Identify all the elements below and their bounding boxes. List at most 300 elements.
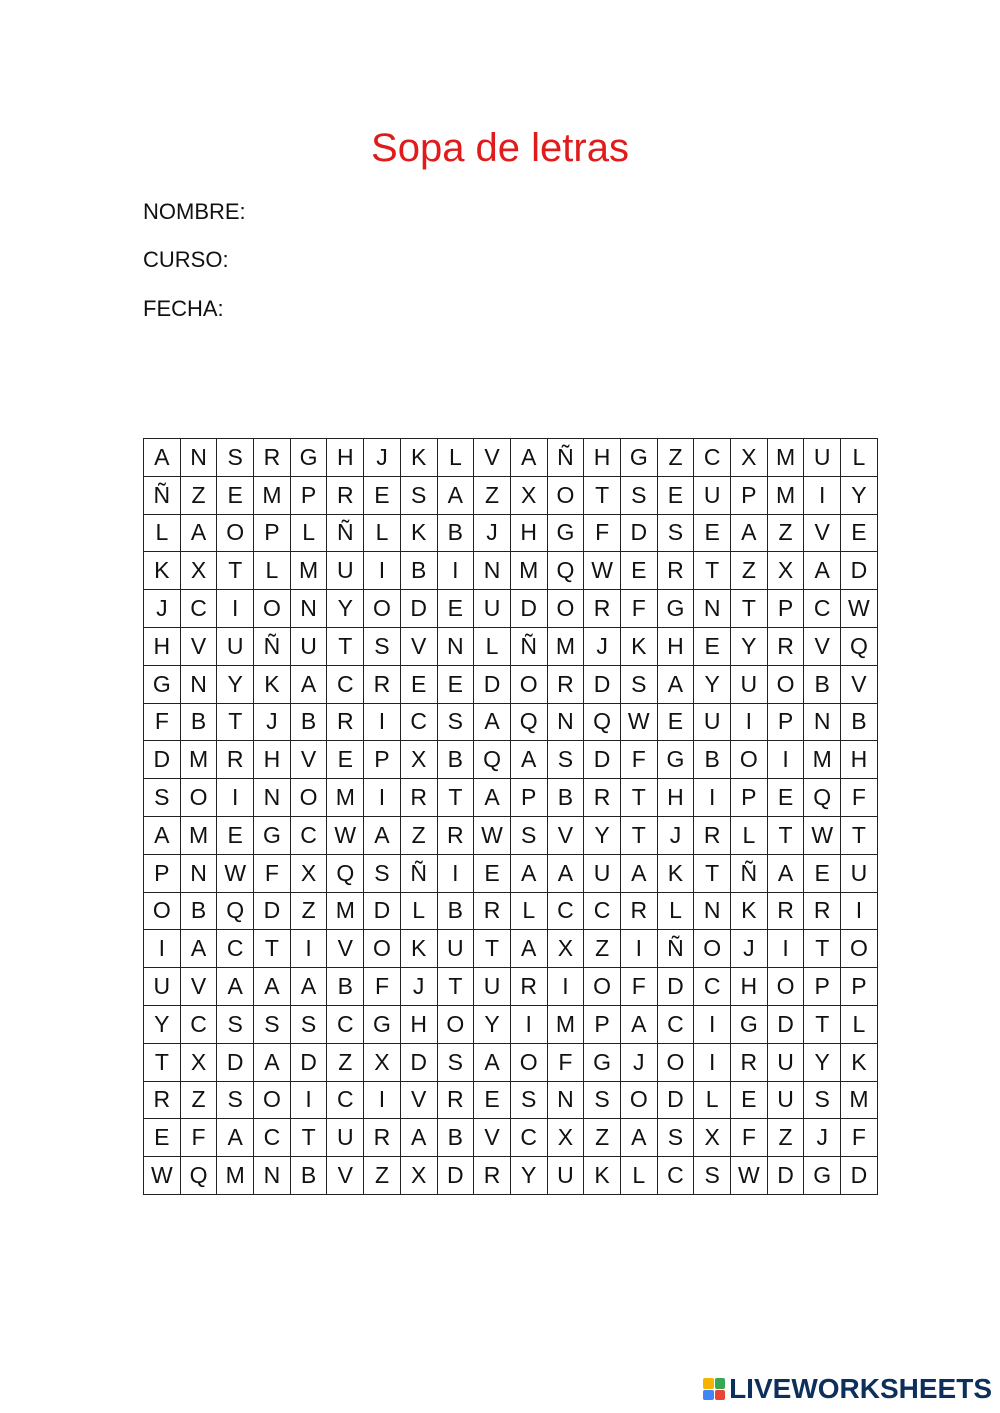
grid-cell[interactable]: T xyxy=(620,816,657,854)
grid-cell[interactable]: Ñ xyxy=(254,627,291,665)
grid-cell[interactable]: M xyxy=(180,741,217,779)
grid-cell[interactable]: B xyxy=(290,703,327,741)
grid-cell[interactable]: C xyxy=(180,1005,217,1043)
grid-cell[interactable]: X xyxy=(290,854,327,892)
grid-cell[interactable]: E xyxy=(144,1119,181,1157)
grid-cell[interactable]: E xyxy=(217,816,254,854)
grid-cell[interactable]: I xyxy=(364,703,401,741)
grid-cell[interactable]: K xyxy=(620,627,657,665)
grid-cell[interactable]: G xyxy=(547,514,584,552)
grid-cell[interactable]: C xyxy=(400,703,437,741)
grid-cell[interactable]: W xyxy=(217,854,254,892)
grid-cell[interactable]: C xyxy=(657,1157,694,1195)
grid-cell[interactable]: S xyxy=(217,1005,254,1043)
grid-cell[interactable]: U xyxy=(694,476,731,514)
grid-cell[interactable]: Z xyxy=(180,476,217,514)
grid-cell[interactable]: V xyxy=(474,439,511,477)
grid-cell[interactable]: V xyxy=(400,627,437,665)
grid-cell[interactable]: N xyxy=(254,1157,291,1195)
grid-cell[interactable]: O xyxy=(510,1043,547,1081)
grid-cell[interactable]: E xyxy=(657,476,694,514)
grid-cell[interactable]: I xyxy=(694,779,731,817)
grid-cell[interactable]: Z xyxy=(584,930,621,968)
grid-cell[interactable]: S xyxy=(437,1043,474,1081)
grid-cell[interactable]: U xyxy=(804,439,841,477)
grid-cell[interactable]: P xyxy=(731,476,768,514)
grid-cell[interactable]: F xyxy=(254,854,291,892)
grid-cell[interactable]: R xyxy=(437,1081,474,1119)
grid-cell[interactable]: X xyxy=(547,930,584,968)
grid-cell[interactable]: I xyxy=(731,703,768,741)
grid-cell[interactable]: I xyxy=(217,779,254,817)
grid-cell[interactable]: V xyxy=(804,627,841,665)
grid-cell[interactable]: T xyxy=(217,703,254,741)
grid-cell[interactable]: K xyxy=(584,1157,621,1195)
grid-cell[interactable]: D xyxy=(254,892,291,930)
grid-cell[interactable]: H xyxy=(254,741,291,779)
grid-cell[interactable]: U xyxy=(584,854,621,892)
grid-cell[interactable]: X xyxy=(180,1043,217,1081)
grid-cell[interactable]: V xyxy=(400,1081,437,1119)
grid-cell[interactable]: G xyxy=(144,665,181,703)
grid-cell[interactable]: N xyxy=(180,854,217,892)
grid-cell[interactable]: C xyxy=(327,665,364,703)
grid-cell[interactable]: U xyxy=(217,627,254,665)
grid-cell[interactable]: Z xyxy=(364,1157,401,1195)
grid-cell[interactable]: S xyxy=(657,514,694,552)
grid-cell[interactable]: U xyxy=(767,1081,804,1119)
grid-cell[interactable]: Q xyxy=(327,854,364,892)
grid-cell[interactable]: Ñ xyxy=(144,476,181,514)
grid-cell[interactable]: B xyxy=(400,552,437,590)
grid-cell[interactable]: D xyxy=(584,741,621,779)
grid-cell[interactable]: B xyxy=(180,892,217,930)
grid-cell[interactable]: E xyxy=(327,741,364,779)
grid-cell[interactable]: Y xyxy=(804,1043,841,1081)
grid-cell[interactable]: T xyxy=(327,627,364,665)
grid-cell[interactable]: U xyxy=(327,1119,364,1157)
grid-cell[interactable]: L xyxy=(437,439,474,477)
grid-cell[interactable]: K xyxy=(841,1043,878,1081)
grid-cell[interactable]: O xyxy=(767,968,804,1006)
grid-cell[interactable]: L xyxy=(474,627,511,665)
grid-cell[interactable]: A xyxy=(180,514,217,552)
grid-cell[interactable]: H xyxy=(657,779,694,817)
grid-cell[interactable]: N xyxy=(547,1081,584,1119)
grid-cell[interactable]: A xyxy=(254,1043,291,1081)
grid-cell[interactable]: O xyxy=(694,930,731,968)
grid-cell[interactable]: W xyxy=(327,816,364,854)
grid-cell[interactable]: T xyxy=(584,476,621,514)
grid-cell[interactable]: S xyxy=(694,1157,731,1195)
grid-cell[interactable]: I xyxy=(290,1081,327,1119)
grid-cell[interactable]: U xyxy=(290,627,327,665)
grid-cell[interactable]: V xyxy=(474,1119,511,1157)
grid-cell[interactable]: H xyxy=(510,514,547,552)
grid-cell[interactable]: V xyxy=(290,741,327,779)
grid-cell[interactable]: P xyxy=(510,779,547,817)
grid-cell[interactable]: E xyxy=(804,854,841,892)
grid-cell[interactable]: A xyxy=(510,854,547,892)
grid-cell[interactable]: N xyxy=(254,779,291,817)
grid-cell[interactable]: E xyxy=(841,514,878,552)
grid-cell[interactable]: R xyxy=(474,1157,511,1195)
grid-cell[interactable]: S xyxy=(144,779,181,817)
grid-cell[interactable]: T xyxy=(841,816,878,854)
grid-cell[interactable]: J xyxy=(144,590,181,628)
grid-cell[interactable]: S xyxy=(254,1005,291,1043)
grid-cell[interactable]: O xyxy=(364,590,401,628)
grid-cell[interactable]: X xyxy=(400,741,437,779)
grid-cell[interactable]: H xyxy=(841,741,878,779)
grid-cell[interactable]: W xyxy=(620,703,657,741)
grid-cell[interactable]: T xyxy=(474,930,511,968)
grid-cell[interactable]: Q xyxy=(841,627,878,665)
grid-cell[interactable]: I xyxy=(767,930,804,968)
grid-cell[interactable]: I xyxy=(804,476,841,514)
grid-cell[interactable]: U xyxy=(144,968,181,1006)
grid-cell[interactable]: U xyxy=(437,930,474,968)
grid-cell[interactable]: A xyxy=(290,968,327,1006)
grid-cell[interactable]: A xyxy=(437,476,474,514)
grid-cell[interactable]: C xyxy=(180,590,217,628)
grid-cell[interactable]: R xyxy=(327,703,364,741)
grid-cell[interactable]: M xyxy=(510,552,547,590)
grid-cell[interactable]: O xyxy=(767,665,804,703)
grid-cell[interactable]: F xyxy=(364,968,401,1006)
grid-cell[interactable]: P xyxy=(254,514,291,552)
grid-cell[interactable]: H xyxy=(657,627,694,665)
grid-cell[interactable]: G xyxy=(657,590,694,628)
grid-cell[interactable]: B xyxy=(437,1119,474,1157)
grid-cell[interactable]: O xyxy=(547,476,584,514)
grid-cell[interactable]: N xyxy=(694,590,731,628)
grid-cell[interactable]: N xyxy=(180,665,217,703)
grid-cell[interactable]: P xyxy=(731,779,768,817)
grid-cell[interactable]: B xyxy=(841,703,878,741)
grid-cell[interactable]: P xyxy=(767,590,804,628)
grid-cell[interactable]: S xyxy=(547,741,584,779)
grid-cell[interactable]: Ñ xyxy=(400,854,437,892)
grid-cell[interactable]: I xyxy=(694,1043,731,1081)
grid-cell[interactable]: M xyxy=(327,779,364,817)
grid-cell[interactable]: R xyxy=(144,1081,181,1119)
grid-cell[interactable]: P xyxy=(290,476,327,514)
grid-cell[interactable]: A xyxy=(254,968,291,1006)
grid-cell[interactable]: T xyxy=(804,1005,841,1043)
grid-cell[interactable]: J xyxy=(400,968,437,1006)
grid-cell[interactable]: N xyxy=(437,627,474,665)
grid-cell[interactable]: L xyxy=(841,1005,878,1043)
grid-cell[interactable]: L xyxy=(841,439,878,477)
grid-cell[interactable]: U xyxy=(547,1157,584,1195)
grid-cell[interactable]: A xyxy=(804,552,841,590)
grid-cell[interactable]: Z xyxy=(180,1081,217,1119)
grid-cell[interactable]: X xyxy=(767,552,804,590)
grid-cell[interactable]: X xyxy=(364,1043,401,1081)
grid-cell[interactable]: W xyxy=(731,1157,768,1195)
grid-cell[interactable]: R xyxy=(364,665,401,703)
grid-cell[interactable]: J xyxy=(620,1043,657,1081)
grid-cell[interactable]: I xyxy=(364,1081,401,1119)
grid-cell[interactable]: P xyxy=(144,854,181,892)
grid-cell[interactable]: E xyxy=(400,665,437,703)
grid-cell[interactable]: C xyxy=(804,590,841,628)
grid-cell[interactable]: T xyxy=(767,816,804,854)
grid-cell[interactable]: R xyxy=(767,627,804,665)
grid-cell[interactable]: F xyxy=(584,514,621,552)
grid-cell[interactable]: B xyxy=(180,703,217,741)
grid-cell[interactable]: M xyxy=(290,552,327,590)
grid-cell[interactable]: A xyxy=(620,854,657,892)
grid-cell[interactable]: T xyxy=(694,552,731,590)
grid-cell[interactable]: D xyxy=(510,590,547,628)
grid-cell[interactable]: I xyxy=(767,741,804,779)
grid-cell[interactable]: Ñ xyxy=(510,627,547,665)
grid-cell[interactable]: N xyxy=(180,439,217,477)
grid-cell[interactable]: T xyxy=(437,968,474,1006)
grid-cell[interactable]: I xyxy=(437,552,474,590)
grid-cell[interactable]: J xyxy=(474,514,511,552)
grid-cell[interactable]: D xyxy=(841,552,878,590)
grid-cell[interactable]: R xyxy=(584,590,621,628)
grid-cell[interactable]: R xyxy=(547,665,584,703)
grid-cell[interactable]: U xyxy=(694,703,731,741)
grid-cell[interactable]: B xyxy=(290,1157,327,1195)
grid-cell[interactable]: G xyxy=(804,1157,841,1195)
grid-cell[interactable]: L xyxy=(510,892,547,930)
grid-cell[interactable]: O xyxy=(510,665,547,703)
grid-cell[interactable]: K xyxy=(400,930,437,968)
grid-cell[interactable]: Y xyxy=(327,590,364,628)
grid-cell[interactable]: S xyxy=(437,703,474,741)
grid-cell[interactable]: D xyxy=(474,665,511,703)
grid-cell[interactable]: Z xyxy=(400,816,437,854)
grid-cell[interactable]: B xyxy=(327,968,364,1006)
grid-cell[interactable]: R xyxy=(437,816,474,854)
grid-cell[interactable]: S xyxy=(400,476,437,514)
grid-cell[interactable]: O xyxy=(144,892,181,930)
grid-cell[interactable]: J xyxy=(657,816,694,854)
grid-cell[interactable]: S xyxy=(620,665,657,703)
grid-cell[interactable]: Z xyxy=(767,1119,804,1157)
grid-cell[interactable]: L xyxy=(364,514,401,552)
grid-cell[interactable]: F xyxy=(180,1119,217,1157)
grid-cell[interactable]: Q xyxy=(510,703,547,741)
grid-cell[interactable]: E xyxy=(364,476,401,514)
grid-cell[interactable]: R xyxy=(254,439,291,477)
grid-cell[interactable]: W xyxy=(474,816,511,854)
grid-cell[interactable]: D xyxy=(657,968,694,1006)
grid-cell[interactable]: Q xyxy=(180,1157,217,1195)
grid-cell[interactable]: O xyxy=(547,590,584,628)
grid-cell[interactable]: P xyxy=(804,968,841,1006)
grid-cell[interactable]: O xyxy=(620,1081,657,1119)
grid-cell[interactable]: I xyxy=(364,779,401,817)
grid-cell[interactable]: T xyxy=(254,930,291,968)
grid-cell[interactable]: V xyxy=(180,627,217,665)
grid-cell[interactable]: A xyxy=(144,816,181,854)
grid-cell[interactable]: M xyxy=(254,476,291,514)
grid-cell[interactable]: O xyxy=(364,930,401,968)
grid-cell[interactable]: D xyxy=(437,1157,474,1195)
grid-cell[interactable]: V xyxy=(327,930,364,968)
grid-cell[interactable]: E xyxy=(731,1081,768,1119)
grid-cell[interactable]: A xyxy=(217,1119,254,1157)
grid-cell[interactable]: F xyxy=(841,779,878,817)
grid-cell[interactable]: S xyxy=(290,1005,327,1043)
grid-cell[interactable]: Z xyxy=(657,439,694,477)
grid-cell[interactable]: W xyxy=(144,1157,181,1195)
grid-cell[interactable]: S xyxy=(364,627,401,665)
grid-cell[interactable]: W xyxy=(584,552,621,590)
grid-cell[interactable]: U xyxy=(731,665,768,703)
grid-cell[interactable]: R xyxy=(364,1119,401,1157)
grid-cell[interactable]: S xyxy=(657,1119,694,1157)
grid-cell[interactable]: V xyxy=(327,1157,364,1195)
grid-cell[interactable]: B xyxy=(694,741,731,779)
grid-cell[interactable]: S xyxy=(364,854,401,892)
grid-cell[interactable]: D xyxy=(841,1157,878,1195)
grid-cell[interactable]: E xyxy=(694,627,731,665)
grid-cell[interactable]: I xyxy=(217,590,254,628)
grid-cell[interactable]: S xyxy=(510,1081,547,1119)
grid-cell[interactable]: L xyxy=(254,552,291,590)
grid-cell[interactable]: H xyxy=(400,1005,437,1043)
grid-cell[interactable]: B xyxy=(804,665,841,703)
grid-cell[interactable]: R xyxy=(400,779,437,817)
grid-cell[interactable]: Z xyxy=(474,476,511,514)
grid-cell[interactable]: A xyxy=(474,703,511,741)
grid-cell[interactable]: G xyxy=(620,439,657,477)
grid-cell[interactable]: O xyxy=(290,779,327,817)
grid-cell[interactable]: C xyxy=(290,816,327,854)
grid-cell[interactable]: O xyxy=(254,590,291,628)
grid-cell[interactable]: F xyxy=(620,741,657,779)
grid-cell[interactable]: E xyxy=(217,476,254,514)
grid-cell[interactable]: Y xyxy=(584,816,621,854)
grid-cell[interactable]: Z xyxy=(731,552,768,590)
grid-cell[interactable]: X xyxy=(400,1157,437,1195)
grid-cell[interactable]: Y xyxy=(731,627,768,665)
grid-cell[interactable]: Q xyxy=(584,703,621,741)
grid-cell[interactable]: E xyxy=(620,552,657,590)
grid-cell[interactable]: S xyxy=(804,1081,841,1119)
grid-cell[interactable]: R xyxy=(767,892,804,930)
grid-cell[interactable]: Q xyxy=(217,892,254,930)
grid-cell[interactable]: R xyxy=(620,892,657,930)
grid-cell[interactable]: R xyxy=(657,552,694,590)
grid-cell[interactable]: Z xyxy=(767,514,804,552)
grid-cell[interactable]: P xyxy=(584,1005,621,1043)
grid-cell[interactable]: I xyxy=(144,930,181,968)
grid-cell[interactable]: B xyxy=(547,779,584,817)
grid-cell[interactable]: R xyxy=(474,892,511,930)
grid-cell[interactable]: R xyxy=(804,892,841,930)
grid-cell[interactable]: A xyxy=(364,816,401,854)
grid-cell[interactable]: Ñ xyxy=(731,854,768,892)
grid-cell[interactable]: P xyxy=(364,741,401,779)
grid-cell[interactable]: A xyxy=(400,1119,437,1157)
grid-cell[interactable]: X xyxy=(694,1119,731,1157)
grid-cell[interactable]: T xyxy=(731,590,768,628)
grid-cell[interactable]: A xyxy=(474,1043,511,1081)
grid-cell[interactable]: N xyxy=(694,892,731,930)
grid-cell[interactable]: A xyxy=(474,779,511,817)
grid-cell[interactable]: I xyxy=(841,892,878,930)
grid-cell[interactable]: P xyxy=(767,703,804,741)
grid-cell[interactable]: J xyxy=(364,439,401,477)
grid-cell[interactable]: J xyxy=(254,703,291,741)
grid-cell[interactable]: U xyxy=(841,854,878,892)
grid-cell[interactable]: Ñ xyxy=(327,514,364,552)
grid-cell[interactable]: D xyxy=(767,1157,804,1195)
grid-cell[interactable]: E xyxy=(474,854,511,892)
grid-cell[interactable]: A xyxy=(731,514,768,552)
grid-cell[interactable]: Z xyxy=(584,1119,621,1157)
grid-cell[interactable]: L xyxy=(731,816,768,854)
grid-cell[interactable]: K xyxy=(144,552,181,590)
grid-cell[interactable]: C xyxy=(584,892,621,930)
grid-cell[interactable]: A xyxy=(290,665,327,703)
grid-cell[interactable]: X xyxy=(547,1119,584,1157)
grid-cell[interactable]: O xyxy=(841,930,878,968)
grid-cell[interactable]: J xyxy=(584,627,621,665)
grid-cell[interactable]: G xyxy=(254,816,291,854)
grid-cell[interactable]: H xyxy=(731,968,768,1006)
grid-cell[interactable]: M xyxy=(804,741,841,779)
grid-cell[interactable]: D xyxy=(767,1005,804,1043)
grid-cell[interactable]: T xyxy=(217,552,254,590)
grid-cell[interactable]: G xyxy=(731,1005,768,1043)
grid-cell[interactable]: N xyxy=(474,552,511,590)
grid-cell[interactable]: M xyxy=(327,892,364,930)
grid-cell[interactable]: A xyxy=(510,930,547,968)
grid-cell[interactable]: O xyxy=(584,968,621,1006)
grid-cell[interactable]: L xyxy=(694,1081,731,1119)
grid-cell[interactable]: A xyxy=(620,1119,657,1157)
grid-cell[interactable]: D xyxy=(584,665,621,703)
grid-cell[interactable]: X xyxy=(510,476,547,514)
grid-cell[interactable]: U xyxy=(474,590,511,628)
grid-cell[interactable]: S xyxy=(584,1081,621,1119)
grid-cell[interactable]: L xyxy=(144,514,181,552)
grid-cell[interactable]: O xyxy=(731,741,768,779)
grid-cell[interactable]: F xyxy=(144,703,181,741)
grid-cell[interactable]: L xyxy=(290,514,327,552)
grid-cell[interactable]: F xyxy=(620,590,657,628)
grid-cell[interactable]: C xyxy=(510,1119,547,1157)
grid-cell[interactable]: O xyxy=(217,514,254,552)
grid-cell[interactable]: A xyxy=(217,968,254,1006)
grid-cell[interactable]: Ñ xyxy=(657,930,694,968)
grid-cell[interactable]: M xyxy=(217,1157,254,1195)
grid-cell[interactable]: V xyxy=(547,816,584,854)
grid-cell[interactable]: F xyxy=(547,1043,584,1081)
grid-cell[interactable]: B xyxy=(437,741,474,779)
grid-cell[interactable]: A xyxy=(180,930,217,968)
grid-cell[interactable]: D xyxy=(400,1043,437,1081)
grid-cell[interactable]: B xyxy=(437,892,474,930)
grid-cell[interactable]: Y xyxy=(144,1005,181,1043)
grid-cell[interactable]: S xyxy=(620,476,657,514)
grid-cell[interactable]: R xyxy=(584,779,621,817)
grid-cell[interactable]: Ñ xyxy=(547,439,584,477)
grid-cell[interactable]: I xyxy=(547,968,584,1006)
grid-cell[interactable]: A xyxy=(547,854,584,892)
grid-cell[interactable]: M xyxy=(547,1005,584,1043)
grid-cell[interactable]: J xyxy=(731,930,768,968)
